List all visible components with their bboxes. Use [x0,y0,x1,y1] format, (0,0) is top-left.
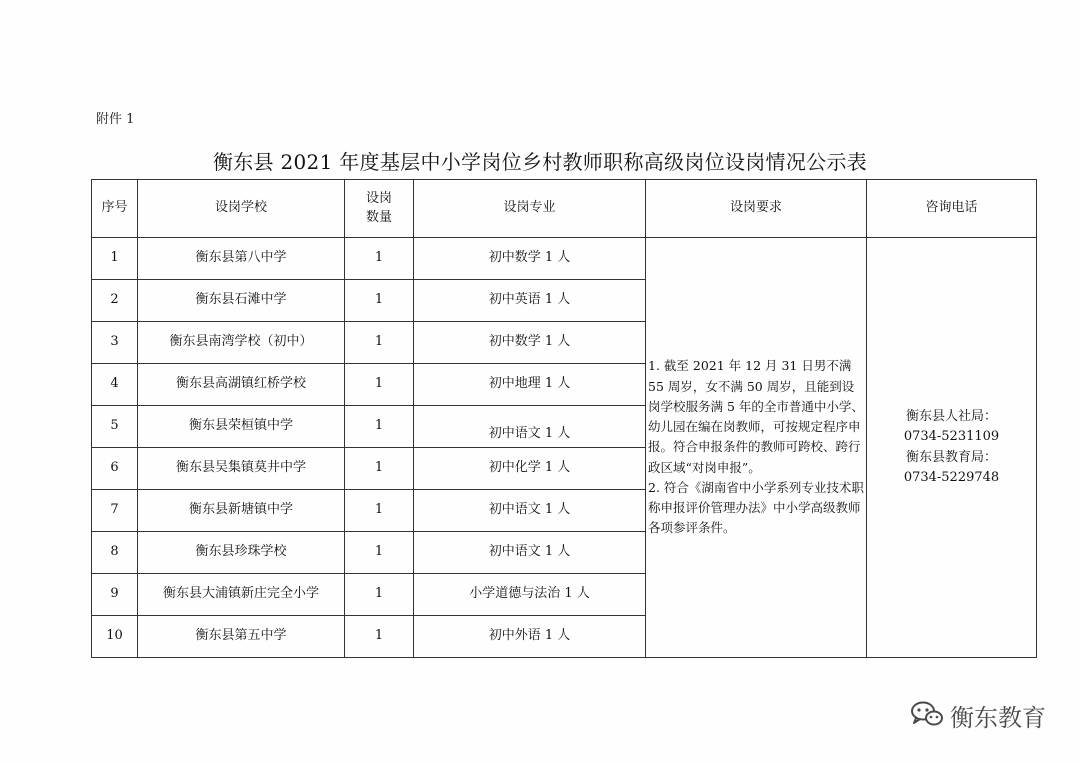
row-school: 衡东县南湾学校（初中） [138,322,345,364]
row-count: 1 [345,616,414,658]
header-subject: 设岗专业 [414,180,646,238]
row-index: 5 [92,406,138,448]
row-index: 9 [92,574,138,616]
row-school: 衡东县荣桓镇中学 [138,406,345,448]
row-school: 衡东县高湖镇红桥学校 [138,364,345,406]
row-subject: 初中化学 1 人 [414,448,646,490]
watermark [910,698,1046,733]
row-count: 1 [345,238,414,280]
row-subject: 初中数学 1 人 [414,322,646,364]
post-table [91,179,1037,658]
row-index: 1 [92,238,138,280]
row-subject: 初中外语 1 人 [414,616,646,658]
contact-hr-label: 衡东县人社局： [905,409,997,425]
row-subject [414,406,646,448]
row-count: 1 [345,364,414,406]
row-index: 10 [92,616,138,658]
row-school: 衡东县第五中学 [138,616,345,658]
contact-hr-phone: 0734-5231109 [903,429,1000,445]
row-school: 衡东县新塘镇中学 [138,490,345,532]
watermark-text: 衡东教育 [950,704,1046,732]
row-index: 3 [92,322,138,364]
row-count: 1 [345,280,414,322]
row-subject: 初中地理 1 人 [414,364,646,406]
page-title: 衡东县 2021 年度基层中小学岗位乡村教师职称高级岗位设岗情况公示表 [212,150,868,174]
row-subject: 初中语文 1 人 [414,532,646,574]
header-phone: 咨询电话 [867,180,1037,238]
row-count: 1 [345,448,414,490]
row-school: 衡东县吴集镇莫井中学 [138,448,345,490]
header-count: 设岗 数量 [345,180,414,238]
requirement-cell: 1. 截至 2021 年 12 月 31 日男不满 55 周岁，女不满 50 周岁，且能到设岗学校服务满 5 年的全市普通中小学、幼儿园在编在岗教师，可按规定程序申报。符合申报条件的教师可跨校、跨行政区域“对岗申报”。 2. 符合《湖南省中小学系列专业技术职称申报评价管理办法》中小学高级教师各项参评条件。 [646,238,867,658]
row-school: 衡东县珍珠学校 [138,532,345,574]
row-index: 4 [92,364,138,406]
row-subject: 初中英语 1 人 [414,280,646,322]
row-school: 衡东县大浦镇新庄完全小学 [138,574,345,616]
row-index: 8 [92,532,138,574]
row-subject: 初中数学 1 人 [414,238,646,280]
row-count: 1 [345,490,414,532]
table-header-row [92,180,1037,238]
attachment-label: 附件 1 [96,112,135,127]
table-row [92,238,1037,280]
row-subject: 初中语文 1 人 [414,490,646,532]
row-subject-text: 初中语文 1 人 [488,426,571,442]
row-school: 衡东县石滩中学 [138,280,345,322]
contact-edu-phone: 0734-5229748 [903,469,1000,485]
row-count: 1 [345,322,414,364]
header-school: 设岗学校 [138,180,345,238]
row-index: 7 [92,490,138,532]
contact-cell [867,238,1037,658]
row-count: 1 [345,406,414,448]
header-index: 序号 [92,180,138,238]
header-requirement: 设岗要求 [646,180,867,238]
row-count: 1 [345,574,414,616]
row-count: 1 [345,532,414,574]
row-index: 6 [92,448,138,490]
row-subject: 小学道德与法治 1 人 [414,574,646,616]
row-school: 衡东县第八中学 [138,238,345,280]
row-index: 2 [92,280,138,322]
wechat-icon [910,700,944,732]
contact-edu-label: 衡东县教育局： [905,449,997,465]
